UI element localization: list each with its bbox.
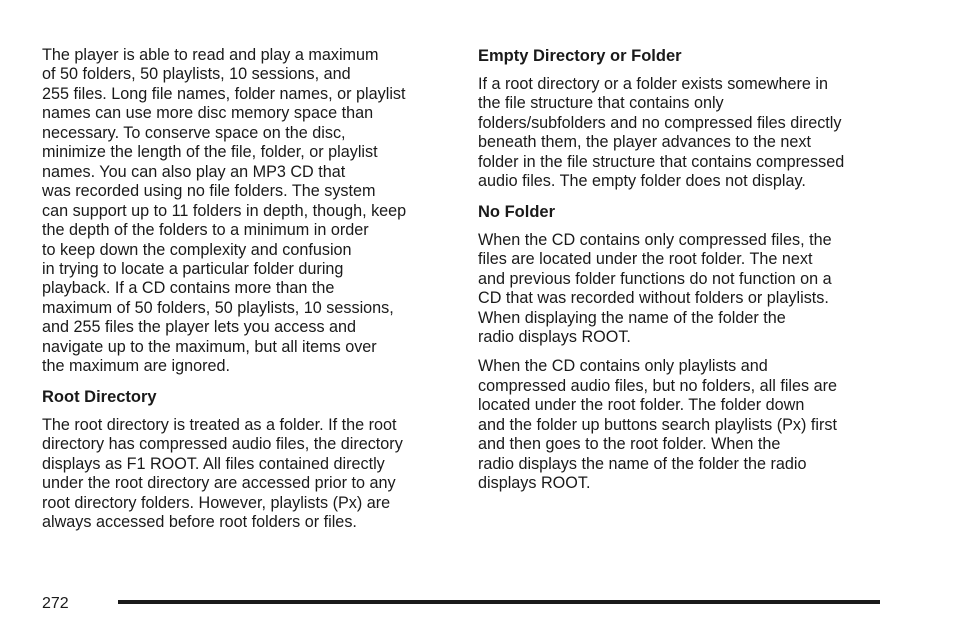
text-line: was recorded using no file folders. The system	[42, 182, 376, 201]
no-folder-paragraph-2	[478, 357, 888, 493]
text-line: The root directory is treated as a folder. If the root	[42, 415, 397, 434]
text-line: the file structure that contains only	[478, 94, 724, 113]
page-number: 272	[42, 595, 69, 612]
root-directory-paragraph	[42, 416, 452, 533]
text-line: under the root directory are accessed prior to any	[42, 474, 396, 493]
no-folder-heading: No Folder	[478, 202, 555, 221]
text-line: and previous folder functions do not function on a	[478, 269, 832, 288]
text-line: files are located under the root folder. The next	[478, 250, 813, 269]
text-line: the maximum are ignored.	[42, 357, 231, 376]
text-line: the depth of the folders to a minimum in order	[42, 221, 369, 240]
left-column	[42, 46, 452, 532]
text-line: radio displays the name of the folder the radio	[478, 454, 807, 473]
text-line: 255 files. Long file names, folder names, or playlist	[42, 84, 406, 103]
footer-rule	[118, 600, 880, 604]
text-line: in trying to locate a particular folder during	[42, 259, 344, 278]
text-line: always accessed before root folders or files.	[42, 512, 357, 531]
text-line: maximum of 50 folders, 50 playlists, 10 sessions,	[42, 298, 394, 317]
text-line: and then goes to the root folder. When the	[478, 435, 781, 454]
text-line: can support up to 11 folders in depth, though, keep	[42, 201, 407, 220]
empty-directory-heading: Empty Directory or Folder	[478, 47, 682, 65]
text-line: to keep down the complexity and confusion	[42, 240, 352, 259]
text-line: minimize the length of the file, folder, or playlist	[42, 143, 378, 162]
text-line: names. You can also play an MP3 CD that	[42, 162, 346, 181]
text-line: names can use more disc memory space than	[42, 104, 374, 123]
text-line: If a root directory or a folder exists somewhere in	[478, 75, 828, 93]
text-line: When the CD contains only compressed files, the	[478, 230, 832, 249]
text-line: displays ROOT.	[478, 474, 591, 493]
text-line: folder in the file structure that contains compressed	[478, 152, 845, 171]
text-line: located under the root folder. The folder down	[478, 396, 805, 415]
text-line: navigate up to the maximum, but all items over	[42, 337, 377, 356]
text-line: beneath them, the player advances to the next	[478, 133, 811, 152]
text-line: and the folder up buttons search playlists (Px) first	[478, 415, 837, 434]
empty-directory-paragraph	[478, 75, 888, 192]
text-line: The player is able to read and play a maximum	[42, 46, 379, 64]
text-line: necessary. To conserve space on the disc,	[42, 123, 346, 142]
text-line: When the CD contains only playlists and	[478, 357, 768, 376]
text-line: directory has compressed audio files, the directory	[42, 435, 403, 454]
text-line: audio files. The empty folder does not display.	[478, 172, 806, 191]
intro-paragraph	[42, 46, 452, 377]
no-folder-paragraph-1	[478, 231, 888, 348]
text-line: When displaying the name of the folder the	[478, 308, 786, 327]
text-line: and 255 files the player lets you access and	[42, 318, 357, 337]
text-line: playback. If a CD contains more than the	[42, 279, 335, 298]
text-line: folders/subfolders and no compressed files directly	[478, 113, 842, 132]
text-line: compressed audio files, but no folders, all files are	[478, 376, 838, 395]
text-line: displays as F1 ROOT. All files contained directly	[42, 454, 385, 473]
text-line: CD that was recorded without folders or playlists.	[478, 289, 829, 308]
root-directory-heading: Root Directory	[42, 387, 157, 406]
text-line: radio displays ROOT.	[478, 327, 631, 346]
text-line: of 50 folders, 50 playlists, 10 sessions, and	[42, 65, 351, 84]
right-column	[478, 46, 888, 494]
text-line: root directory folders. However, playlists (Px) are	[42, 493, 391, 512]
